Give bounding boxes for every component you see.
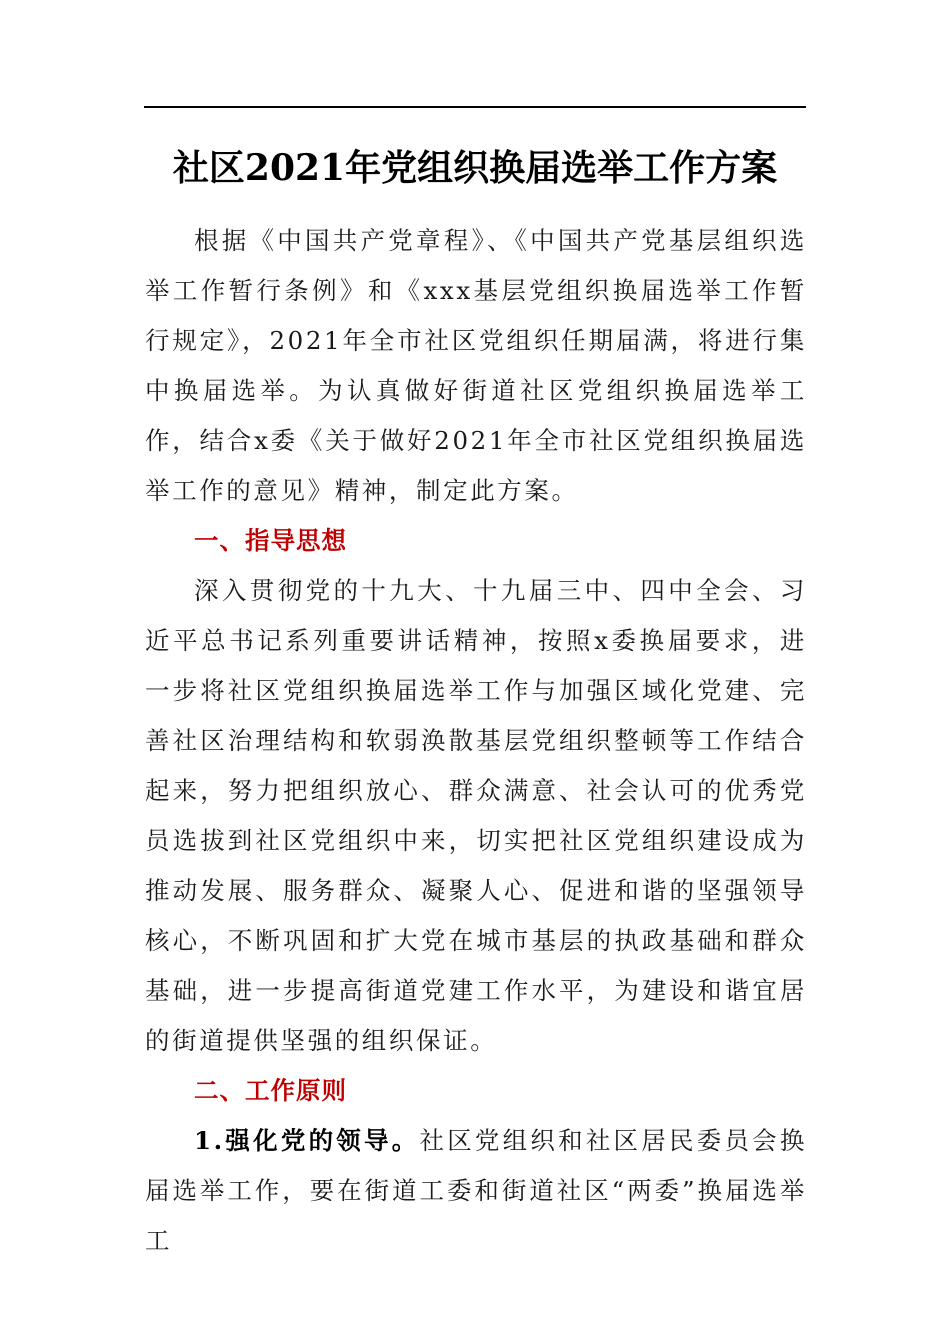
intro-paragraph: 根据《中国共产党章程》、《中国共产党基层组织选举工作暂行条例》和《xxx基层党组织换届选举工作暂行规定》，2021年全市社区党组织任期届满，将进行集中换届选举。为认真做好街道社区党组织换届选举工作，结合x委《关于做好2021年全市社区党组织换届选举工作的意见》精神，制定此方案。	[145, 226, 807, 505]
header-rule	[144, 106, 806, 108]
section-heading-work-principles: 二、工作原则	[194, 1076, 347, 1105]
document-body	[145, 216, 807, 1266]
section-heading-guiding-ideology: 一、指导思想	[194, 526, 347, 555]
principle-item-1	[145, 1116, 807, 1266]
section1-paragraph: 深入贯彻党的十九大、十九届三中、四中全会、习近平总书记系列重要讲话精神，按照x委换届要求，进一步将社区党组织换届选举工作与加强区域化党建、完善社区治理结构和软弱涣散基层党组织整顿等工作结合起来，努力把组织放心、群众满意、社会认可的优秀党员选拔到社区党组织中来，切实把社区党组织建设成为推动发展、服务群众、凝聚人心、促进和谐的坚强领导核心，不断巩固和扩大党在城市基层的执政基础和群众基础，进一步提高街道党建工作水平，为建设和谐宜居的街道提供坚强的组织保证。	[145, 576, 807, 1055]
document-title: 社区2021年党组织换届选举工作方案	[172, 147, 778, 189]
principle-item-1-lead: 1.强化党的领导。	[194, 1126, 420, 1155]
principle-item-1-body: 社区党组织和社区居民委员会换届选举工作，要在街道工委和街道社区“两委”换届选举工	[145, 1126, 807, 1255]
